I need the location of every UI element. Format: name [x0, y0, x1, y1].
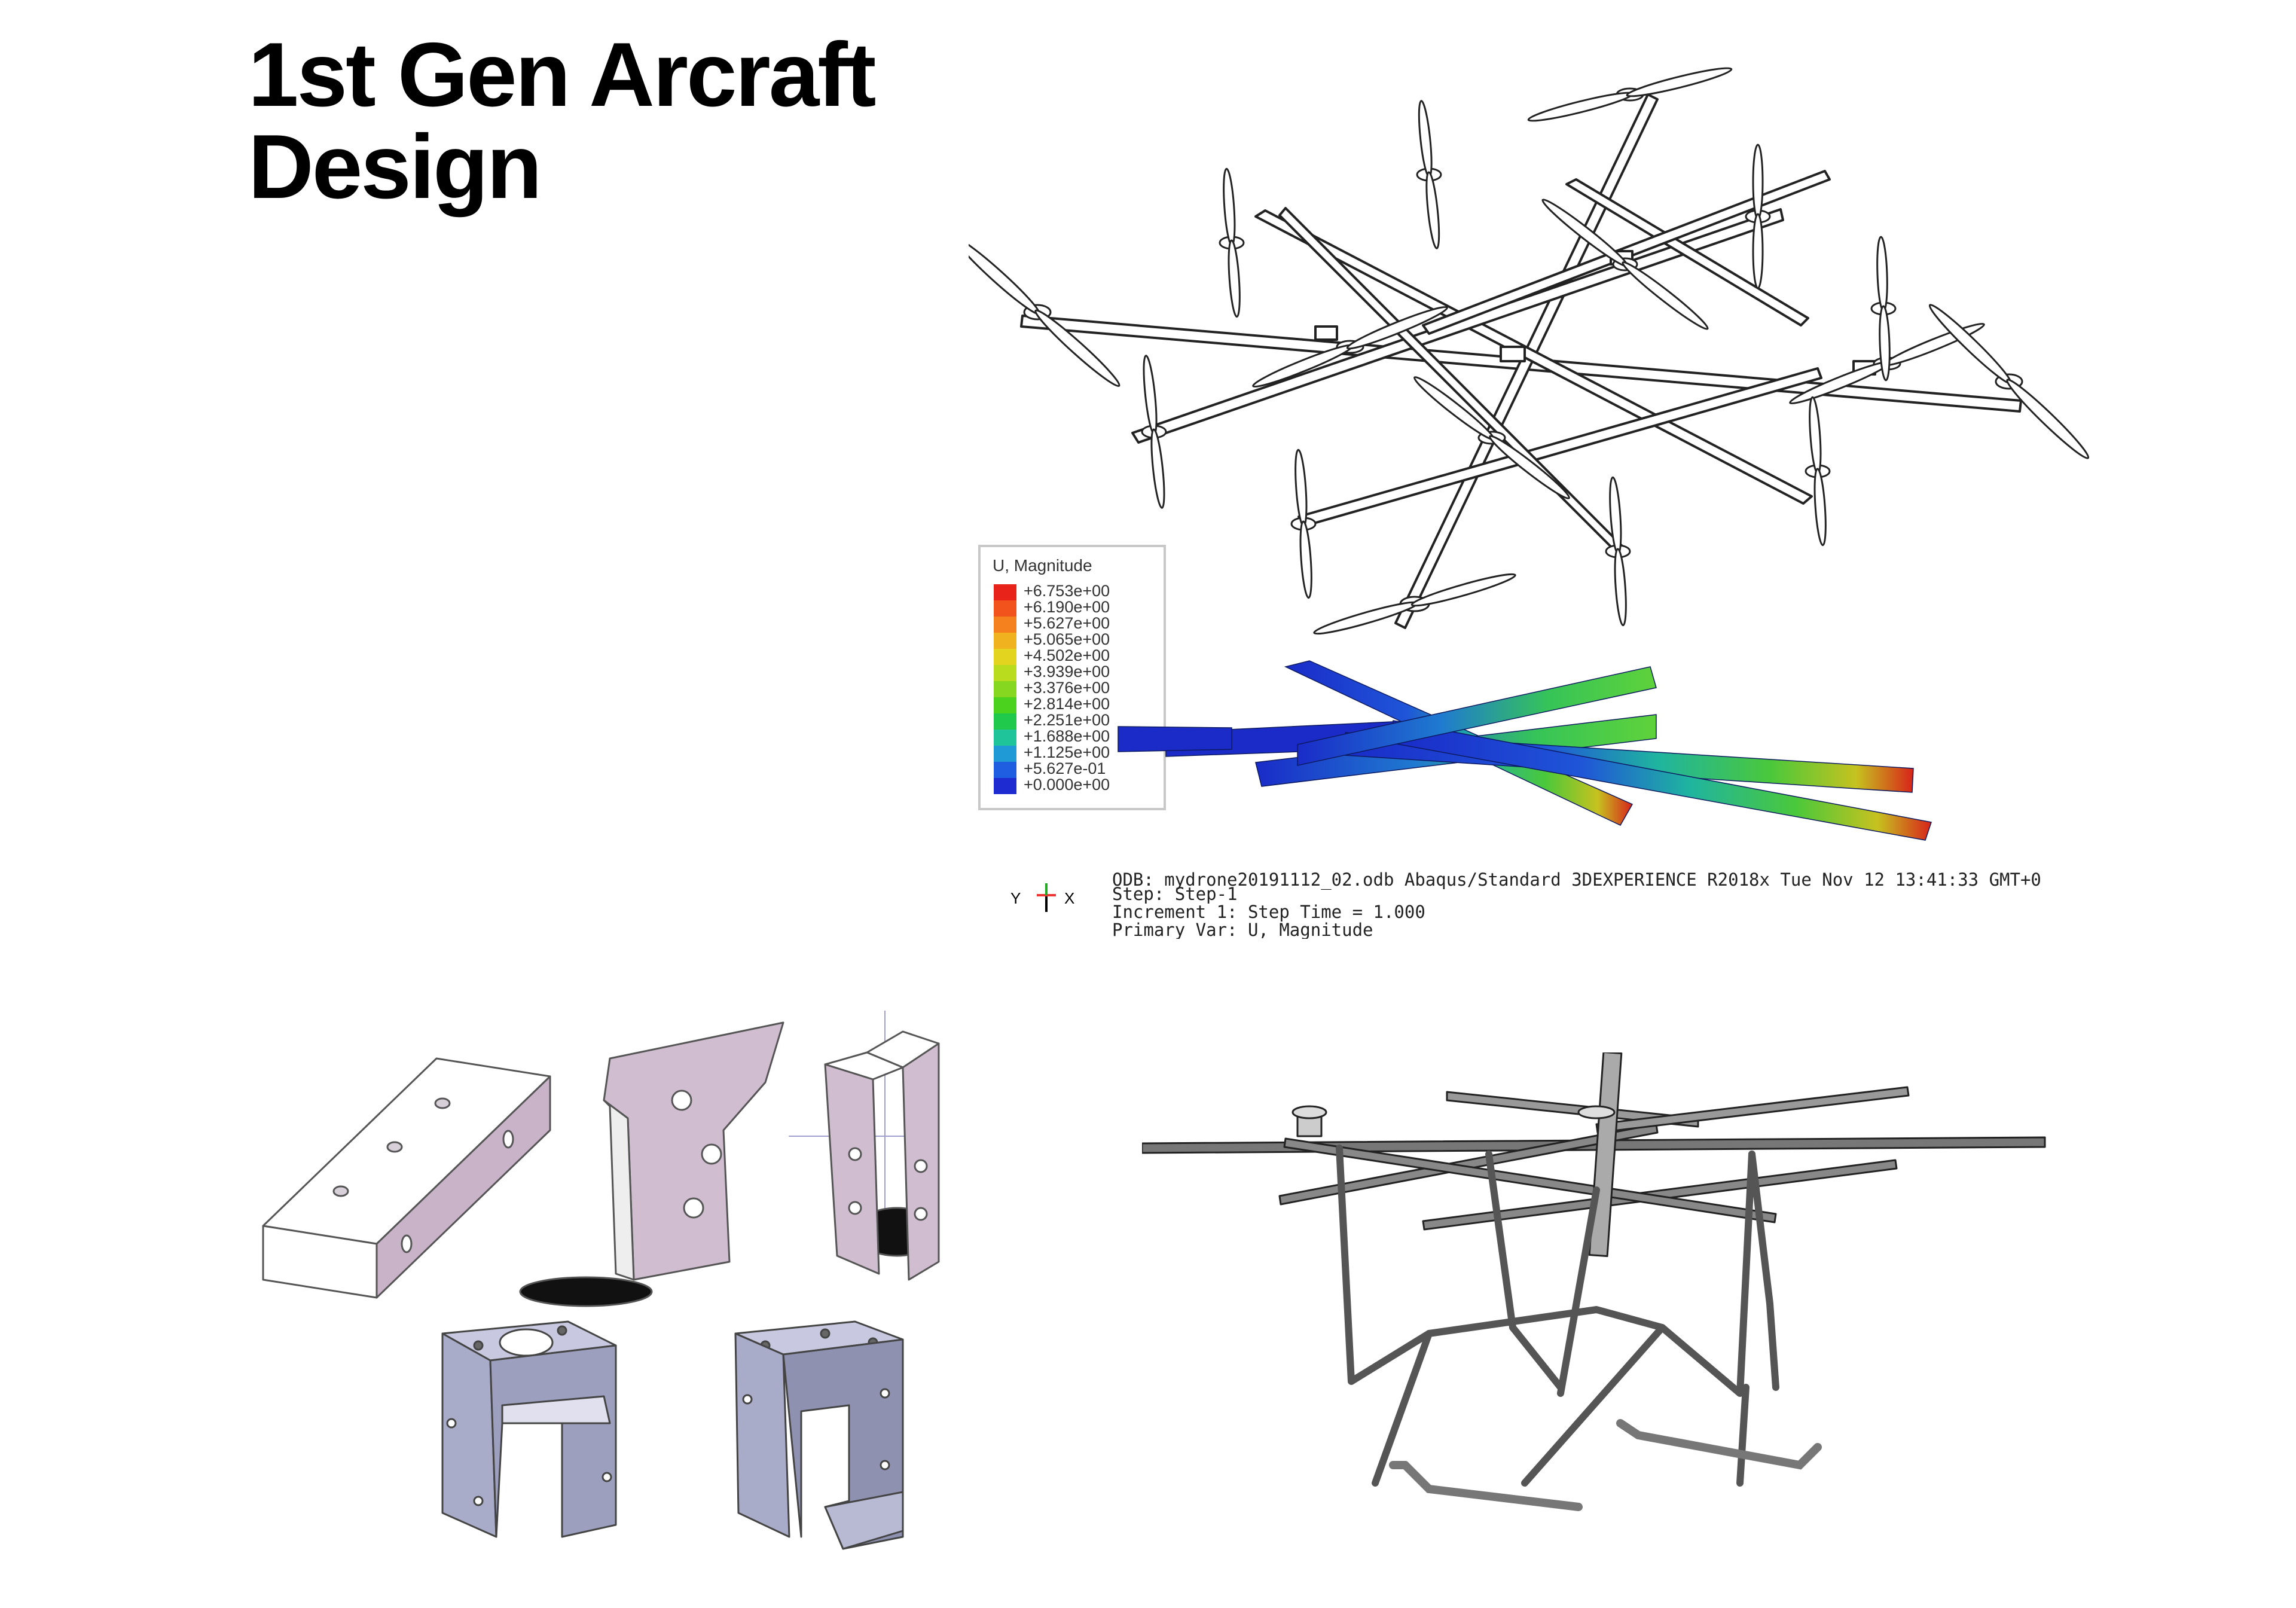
legend-labels: [1024, 582, 1110, 794]
legend-value: +4.502e+00: [1024, 646, 1110, 664]
legend-swatch: [994, 697, 1016, 713]
legend-value: +6.190e+00: [1024, 598, 1110, 616]
legend-value: +0.000e+00: [1024, 776, 1110, 794]
cad-part-square-bracket: [789, 1011, 939, 1280]
slide-title-line-1: 1st Gen Arcraft: [248, 24, 875, 126]
legend-value: +3.376e+00: [1024, 679, 1110, 697]
legend-swatch: [994, 617, 1016, 633]
drone-side-view-drawing: [1142, 1052, 2051, 1525]
cad-part-tapered-bracket: [520, 1023, 783, 1306]
legend-value: +1.125e+00: [1024, 743, 1110, 761]
slide-title-line-2: Design: [248, 116, 541, 218]
legend-swatch: [994, 730, 1016, 746]
legend-value: +6.753e+00: [1024, 582, 1110, 600]
legend-swatch: [994, 665, 1016, 681]
legend-value: +5.627e-01: [1024, 759, 1106, 777]
step-line: Step: Step-1: [1112, 884, 1238, 904]
arm-lower: [1299, 368, 1821, 526]
legend-value: +2.251e+00: [1024, 711, 1110, 729]
cad-part-c-bracket: [735, 1322, 903, 1549]
legend-value: +5.065e+00: [1024, 630, 1110, 648]
odb-line: ODB: mydrone20191112_02.odb Abaqus/Standard 3DEXPERIENCE R2018x Tue Nov 12 13:41:33 GMT+0: [1112, 869, 2041, 890]
legend-swatch: [994, 649, 1016, 665]
landing-skids: [1393, 1423, 1818, 1507]
legend-swatch: [994, 600, 1016, 617]
legend-swatches: [994, 584, 1016, 794]
cad-part-u-channel: [263, 1058, 550, 1298]
legend-value: +2.814e+00: [1024, 695, 1110, 713]
legend-swatch: [994, 681, 1016, 697]
legend-swatch: [994, 762, 1016, 778]
legend-swatch: [994, 778, 1016, 794]
axis-y-label: Y: [1010, 889, 1021, 907]
legend-value: +5.627e+00: [1024, 614, 1110, 632]
center-mast: [1589, 1052, 1622, 1256]
axis-triad: [1037, 883, 1056, 912]
legend-value: +1.688e+00: [1024, 727, 1110, 745]
center-hub: [1501, 347, 1525, 361]
landing-gear: [1339, 1148, 1776, 1483]
increment-line: Increment 1: Step Time = 1.000: [1112, 902, 1425, 922]
fea-result-graphic: [975, 541, 2087, 939]
slide-title: [248, 24, 875, 218]
legend-swatch: [994, 746, 1016, 762]
cad-parts-group: [251, 1011, 1088, 1567]
legend-swatch: [994, 713, 1016, 730]
legend-swatch: [994, 584, 1016, 600]
legend-title: U, Magnitude: [993, 556, 1092, 575]
cad-part-motor-mount: [442, 1322, 616, 1537]
legend-value: +3.939e+00: [1024, 663, 1110, 681]
legend-swatch: [994, 633, 1016, 649]
fea-result-panel: [975, 541, 2087, 939]
primary-var-line: Primary Var: U, Magnitude: [1112, 920, 1373, 939]
axis-x-label: X: [1064, 889, 1075, 907]
